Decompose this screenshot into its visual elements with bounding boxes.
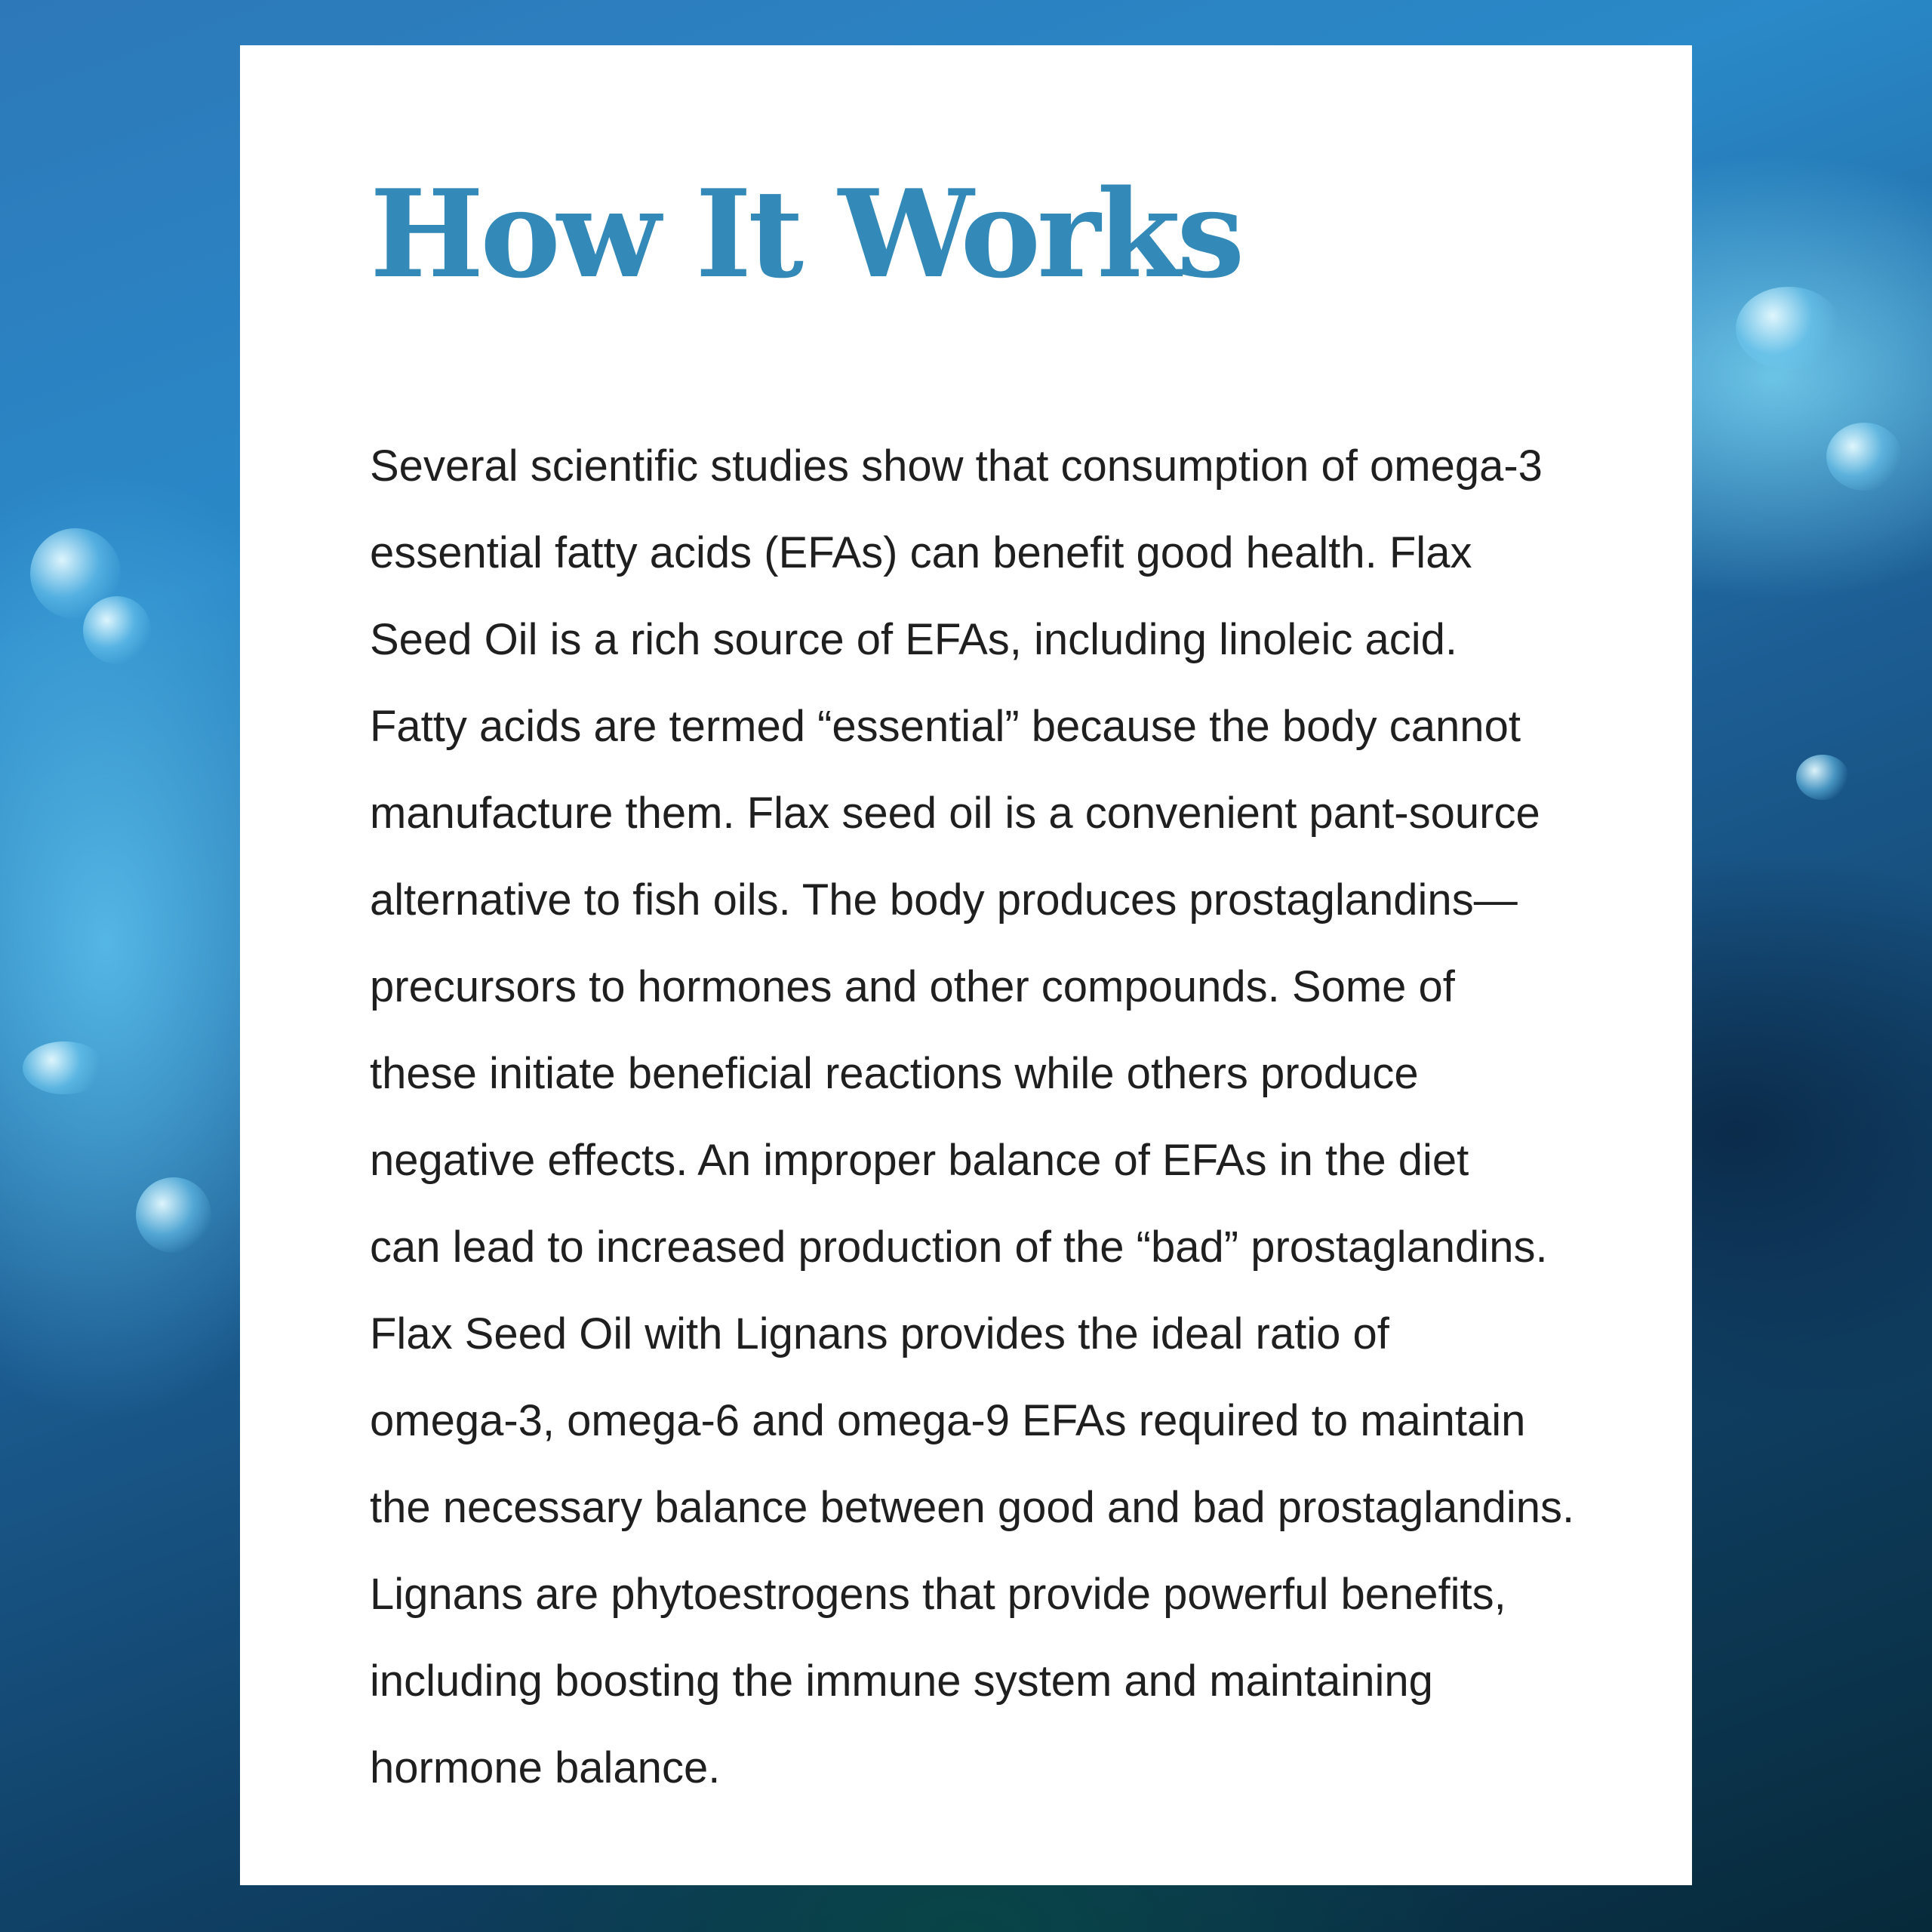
card-body-text: Several scientific studies show that consumption of omega-3 essential fatty acids (EFAs) can benefit good health. Flax Seed Oil is a rich source of EFAs, including linoleic acid. Fatty acids are termed “essential” because the body cannot manufacture them. Flax seed oil is a convenient pant-source alternative to fish oils. The body produces prostaglandins— precursors to hormones and other compounds. Some of these initiate beneficial reactions while others produce negative effects. An improper balance of EFAs in the diet can lead to increased production of the “bad” prostaglandins. Flax Seed Oil with Lignans provides the ideal ratio of omega-3, omega-6 and omega-9 EFAs required to maintain the necessary balance between good and bad prostaglandins. Lignans are phytoestrogens that provide powerful benefits, including boosting the immune system and maintaining hormone balance.	[370, 441, 1575, 1792]
water-droplet	[1796, 755, 1849, 800]
water-droplet	[136, 1177, 211, 1253]
info-card	[240, 45, 1692, 1885]
card-title: How It Works	[370, 163, 1241, 305]
water-droplet	[1736, 287, 1841, 370]
water-droplet	[1826, 423, 1902, 491]
water-droplet	[83, 596, 151, 664]
water-droplet	[23, 1041, 106, 1094]
